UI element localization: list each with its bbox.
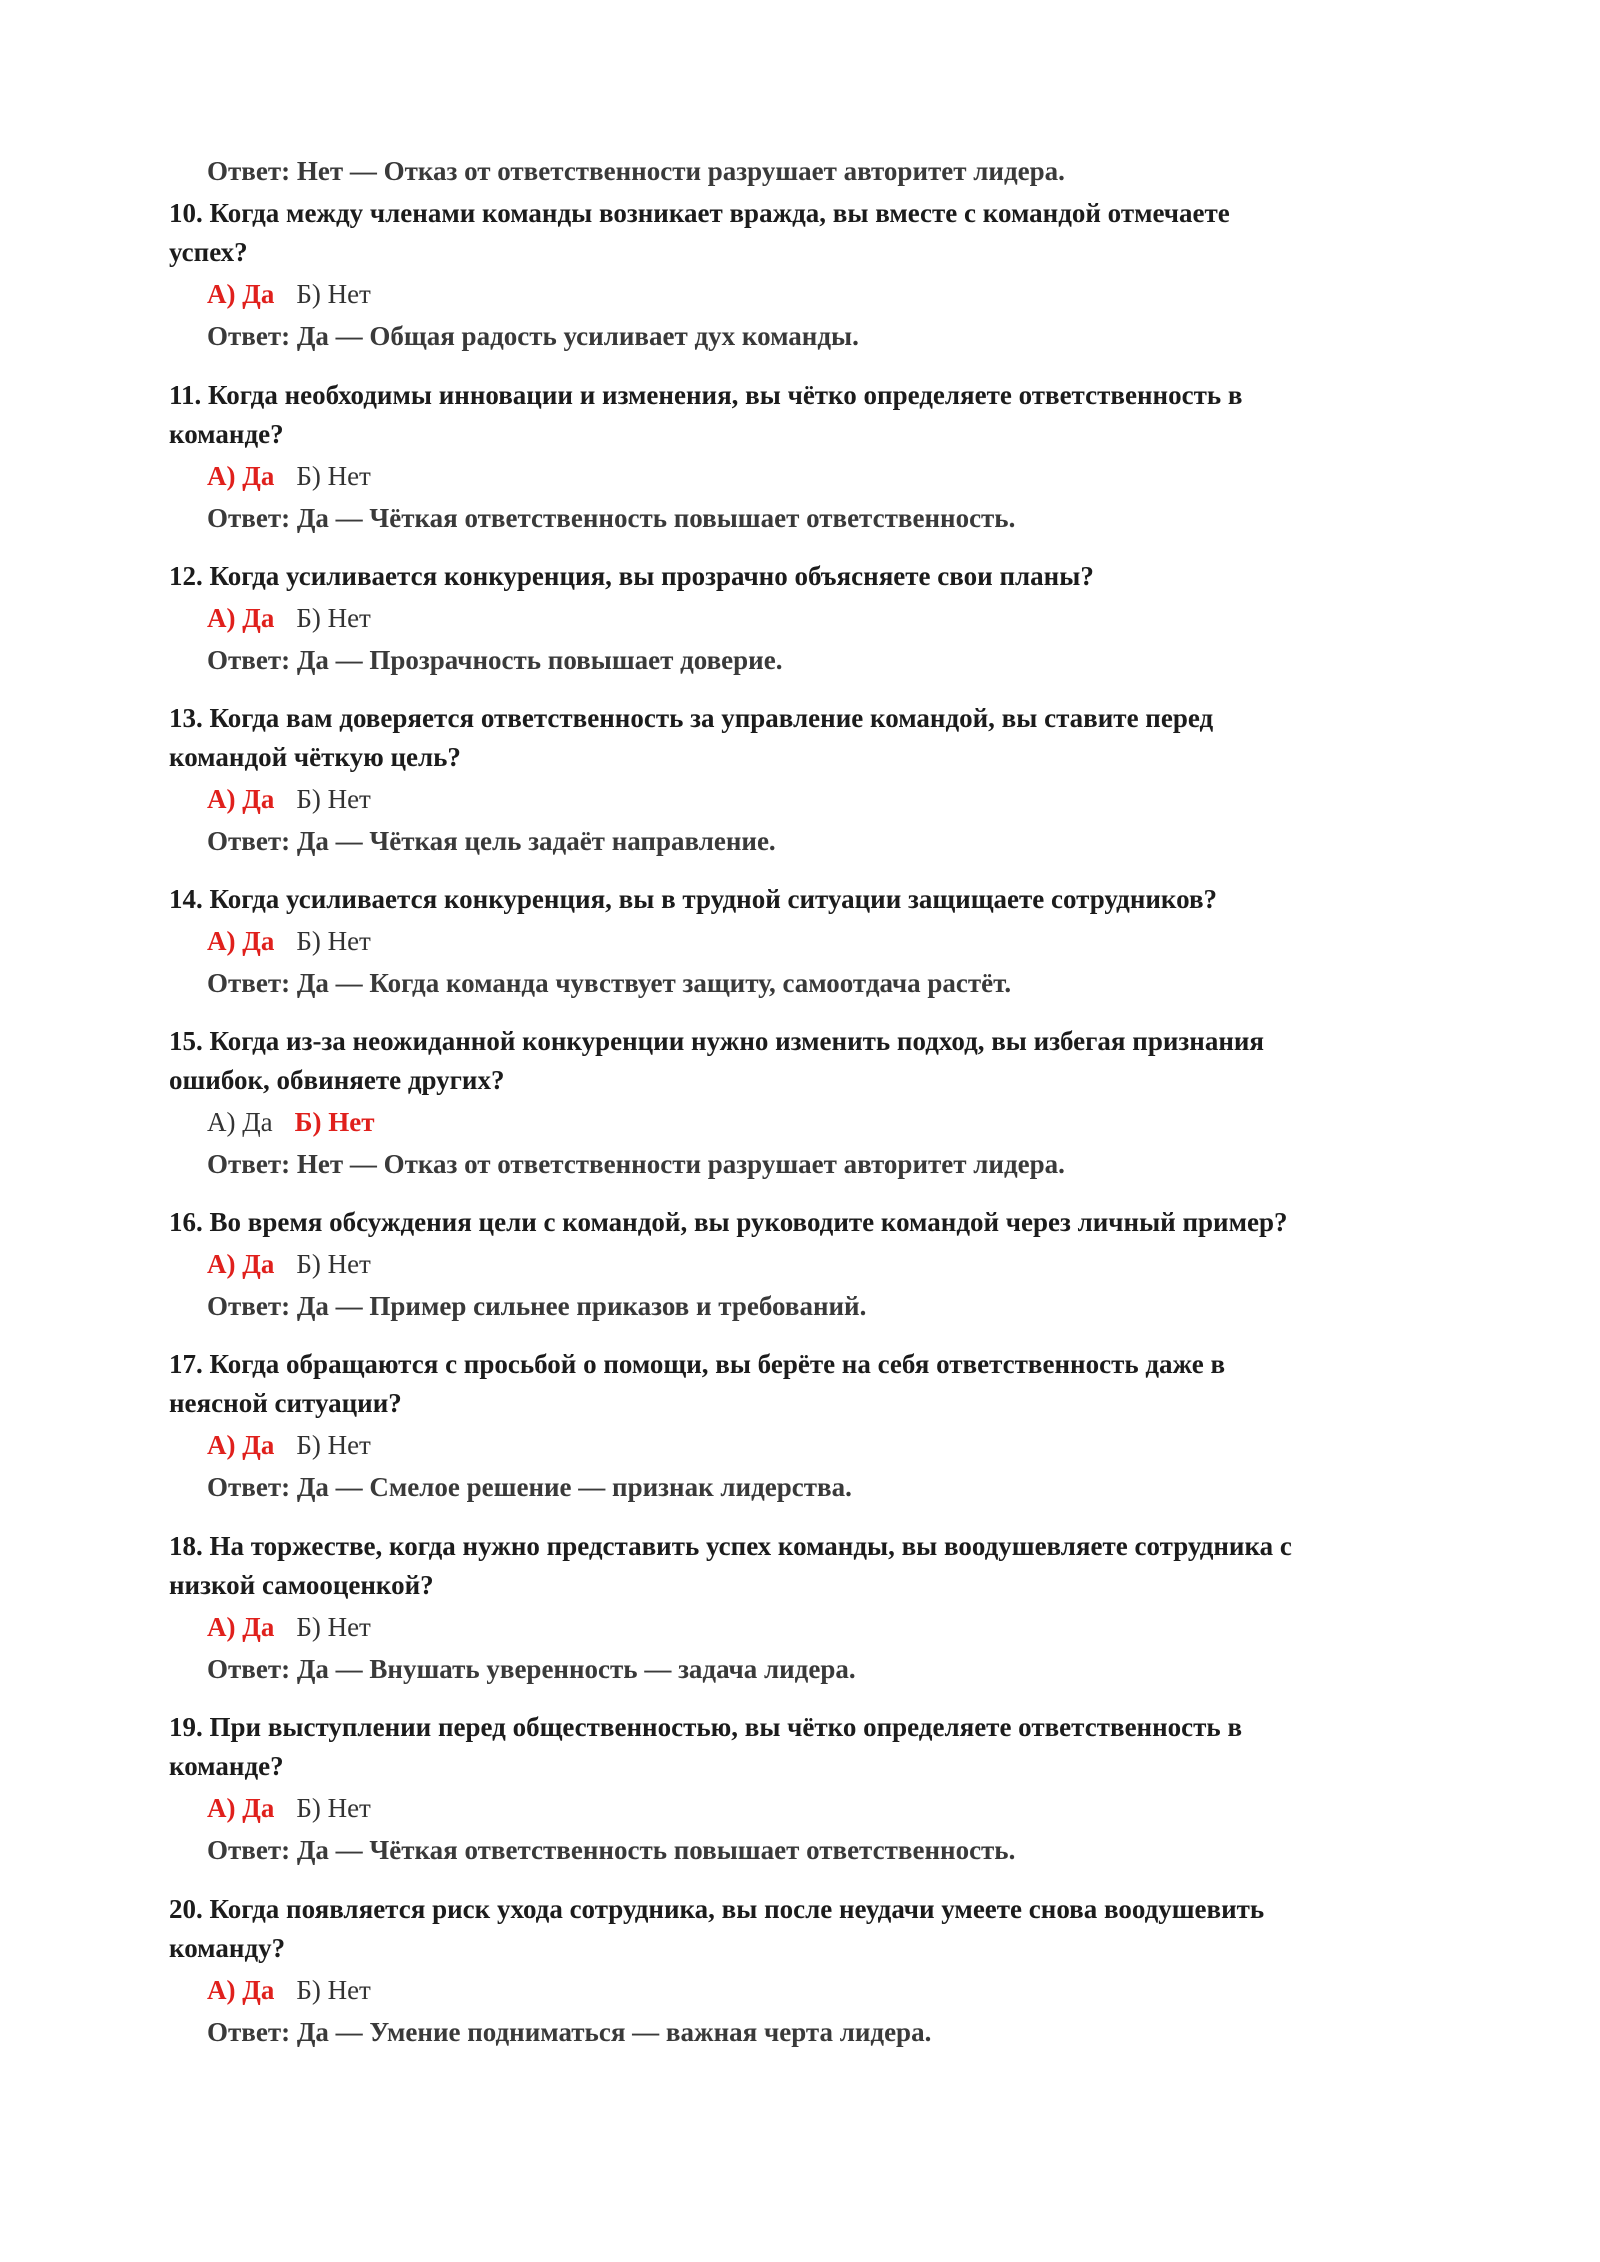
answer-options: [207, 1790, 371, 1826]
option-b[interactable]: Б) Нет: [296, 784, 371, 814]
option-a[interactable]: А) Да: [207, 279, 275, 309]
answer-options: [207, 1972, 371, 2008]
answer-line: Ответ: Нет — Отказ от ответственности разрушает авторитет лидера.: [207, 1149, 1065, 1179]
question-text: команде?: [169, 419, 284, 449]
answer-line: Ответ: Да — Умение подниматься — важная черта лидера.: [207, 2017, 932, 2047]
answer-options: [207, 1246, 371, 1282]
answer-line: Ответ: Нет — Отказ от ответственности разрушает авторитет лидера.: [207, 156, 1065, 186]
question-text: 10. Когда между членами команды возникает вражда, вы вместе с командой отмечаете: [169, 198, 1230, 228]
option-b[interactable]: Б) Нет: [296, 461, 371, 491]
question-text: 12. Когда усиливается конкуренция, вы прозрачно объясняете свои планы?: [169, 561, 1094, 591]
option-b[interactable]: Б) Нет: [296, 1975, 371, 2005]
answer-options: [207, 1609, 371, 1645]
question-text: команде?: [169, 1751, 284, 1781]
answer-line: Ответ: Да — Внушать уверенность — задача лидера.: [207, 1654, 856, 1684]
question-text: 11. Когда необходимы инновации и изменения, вы чётко определяете ответственность в: [169, 380, 1243, 410]
question-text: команду?: [169, 1933, 286, 1963]
option-a[interactable]: А) Да: [207, 1107, 273, 1137]
question-text: 18. На торжестве, когда нужно представить успех команды, вы воодушевляете сотрудника с: [169, 1531, 1292, 1561]
answer-line: Ответ: Да — Общая радость усиливает дух команды.: [207, 321, 859, 351]
question-text: 20. Когда появляется риск ухода сотрудника, вы после неудачи умеете снова воодушевить: [169, 1894, 1265, 1924]
answer-options: [207, 600, 371, 636]
option-b[interactable]: Б) Нет: [294, 1107, 375, 1137]
answer-line: Ответ: Да — Чёткая цель задаёт направление.: [207, 826, 776, 856]
option-a[interactable]: А) Да: [207, 1793, 275, 1823]
option-a[interactable]: А) Да: [207, 926, 275, 956]
answer-options: [207, 1104, 375, 1140]
option-b[interactable]: Б) Нет: [296, 1793, 371, 1823]
question-text: 16. Во время обсуждения цели с командой, вы руководите командой через личный пример?: [169, 1207, 1288, 1237]
option-a[interactable]: А) Да: [207, 461, 275, 491]
answer-options: [207, 1427, 371, 1463]
question-text: 19. При выступлении перед общественностью, вы чётко определяете ответственность в: [169, 1712, 1243, 1742]
option-a[interactable]: А) Да: [207, 1975, 275, 2005]
answer-line: Ответ: Да — Прозрачность повышает доверие.: [207, 645, 783, 675]
answer-options: [207, 458, 371, 494]
question-text: ошибок, обвиняете других?: [169, 1065, 505, 1095]
option-a[interactable]: А) Да: [207, 1249, 275, 1279]
answer-line: Ответ: Да — Чёткая ответственность повышает ответственность.: [207, 503, 1016, 533]
question-text: 15. Когда из-за неожиданной конкуренции нужно изменить подход, вы избегая признания: [169, 1026, 1265, 1056]
option-b[interactable]: Б) Нет: [296, 1249, 371, 1279]
question-text: командой чёткую цель?: [169, 742, 461, 772]
question-text: 13. Когда вам доверяется ответственность за управление командой, вы ставите перед: [169, 703, 1214, 733]
question-text: успех?: [169, 237, 248, 267]
answer-line: Ответ: Да — Пример сильнее приказов и требований.: [207, 1291, 867, 1321]
answer-options: [207, 781, 371, 817]
option-b[interactable]: Б) Нет: [296, 926, 371, 956]
answer-line: Ответ: Да — Когда команда чувствует защиту, самоотдача растёт.: [207, 968, 1012, 998]
option-b[interactable]: Б) Нет: [296, 1612, 371, 1642]
answer-line: Ответ: Да — Чёткая ответственность повышает ответственность.: [207, 1835, 1016, 1865]
answer-options: [207, 923, 371, 959]
question-text: 17. Когда обращаются с просьбой о помощи, вы берёте на себя ответственность даже в: [169, 1349, 1226, 1379]
option-b[interactable]: Б) Нет: [296, 279, 371, 309]
option-b[interactable]: Б) Нет: [296, 1430, 371, 1460]
option-a[interactable]: А) Да: [207, 1430, 275, 1460]
option-b[interactable]: Б) Нет: [296, 603, 371, 633]
question-text: 14. Когда усиливается конкуренция, вы в трудной ситуации защищаете сотрудников?: [169, 884, 1218, 914]
question-text: неясной ситуации?: [169, 1388, 402, 1418]
answer-line: Ответ: Да — Смелое решение — признак лидерства.: [207, 1472, 852, 1502]
option-a[interactable]: А) Да: [207, 603, 275, 633]
option-a[interactable]: А) Да: [207, 784, 275, 814]
option-a[interactable]: А) Да: [207, 1612, 275, 1642]
answer-options: [207, 276, 371, 312]
question-text: низкой самооценкой?: [169, 1570, 434, 1600]
